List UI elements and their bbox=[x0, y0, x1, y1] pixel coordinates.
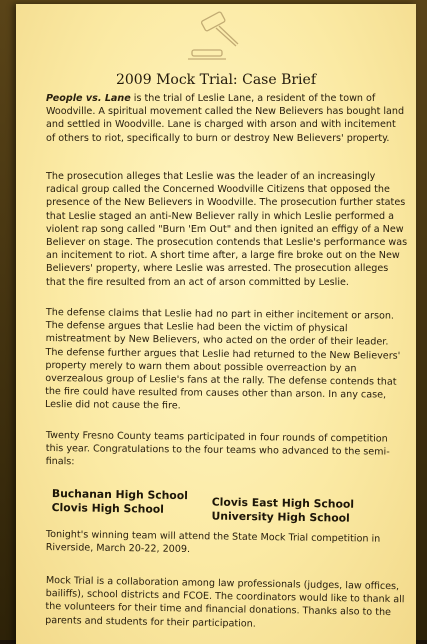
school-name: Buchanan High School bbox=[51, 487, 188, 503]
intro-paragraph bbox=[46, 92, 408, 145]
closing-paragraph: Mock Trial is a collaboration among law professionals (judges, law offices, bailiffs), school districts and FCOE. The coordinators would like to thank all the volunteers for their time and financial donations. Thanks also to the parents and students for their participation. bbox=[45, 574, 405, 630]
competition-paragraph: Twenty Fresno County teams participated in four rounds of competition this year. Congratulations to the four teams who advanced to the semi-finals: bbox=[45, 429, 390, 468]
prosecution-paragraph: The prosecution alleges that Leslie was the leader of an increasingly radical group called the Concerned Woodville Citizens that opposed the presence of the New Believers in Woodville. The prosecution further states that Leslie staged an anti-New Believer rally in which Leslie performed a violent rap song called "Burn 'Em Out" and then ignited an effigy of a New Believer on stage. The prosecution contends that Leslie's performance was an incitement to riot. A short time after, a large fire broke out on the New Believers' property, where Leslie was arrested. The prosecution alleges that the fire resulted from an act of arson committed by Leslie. bbox=[46, 171, 408, 288]
school-name: Clovis High School bbox=[51, 500, 165, 516]
defense-paragraph: The defense claims that Leslie had no part in either incitement or arson. The defense argues that Leslie had been the victim of physical mistreatment by New Believers, who acted on the order of their leader. The defense further argues that Leslie had returned to the New Believers' property merely to warn them about possible overreaction by an overzealous group of Leslie's fans at the rally. The defense contends that the fire could have resulted from causes other than arson. In any case, Leslie did not cause the fire. bbox=[44, 306, 401, 412]
intro-text: is the trial of Leslie Lane, a resident of the town of Woodville. A spiritual movement called the New Believers has bought land and settled in Woodville. Lane is charged with arson and with incitement of others to riot, specifically to burn or destroy New Believers' property. bbox=[46, 93, 405, 144]
school-name: University High School bbox=[211, 509, 350, 525]
school-name: Clovis East High School bbox=[211, 495, 355, 511]
gavel-icon bbox=[180, 10, 252, 64]
school-column-left bbox=[52, 487, 188, 517]
case-name: People vs. Lane bbox=[46, 93, 131, 104]
school-column-right bbox=[211, 496, 354, 526]
case-brief-sheet bbox=[16, 4, 416, 644]
state-competition-paragraph: Tonight's winning team will attend the State Mock Trial competition in Riverside, March 20-22, 2009. bbox=[45, 528, 381, 556]
page-title: 2009 Mock Trial: Case Brief bbox=[115, 72, 317, 88]
semifinalist-list bbox=[51, 487, 392, 525]
